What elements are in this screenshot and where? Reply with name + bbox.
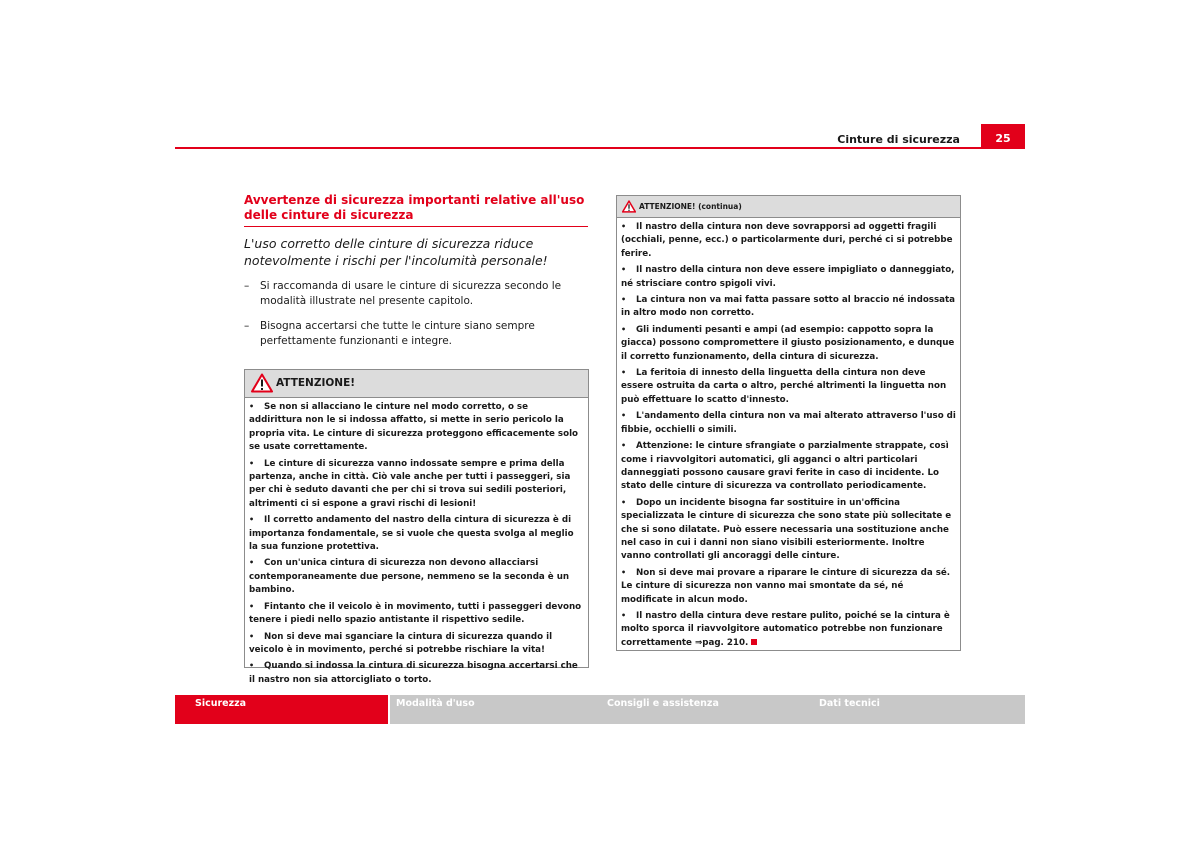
warning-item xyxy=(621,220,956,261)
warning-box-continued xyxy=(616,195,961,651)
bullet: • xyxy=(621,441,627,451)
bullet: • xyxy=(249,402,255,411)
warning-item-text: Il nastro della cintura non deve sovrapporsi ad oggetti fragili (occhiali, penne, ecc.) o particolarmente duri, perché ci si potrebbe ferire. xyxy=(621,222,953,259)
warning-item-text: La cintura non va mai fatta passare sotto al braccio né indossata in altro modo non corretto. xyxy=(621,295,956,319)
dash-item-text: Bisogna accertarsi che tutte le cinture siano sempre perfettamente funzionanti e integre. xyxy=(260,320,535,347)
bullet: • xyxy=(249,661,255,671)
dash-item-text: Si raccomanda di usare le cinture di sicurezza secondo le modalità illustrate nel presente capitolo. xyxy=(260,280,562,307)
warning-item-text: Non si deve mai sganciare la cintura di sicurezza quando il veicolo è in movimento, perché si potrebbe rischiare la vita! xyxy=(249,631,553,655)
warning-item-text: Se non si allacciano le cinture nel modo corretto, o se addirittura non le si indossa affatto, si mette in serio pericolo la propria vita. Le cinture di sicurezza proteggono efficacemente solo se usate correttamente. xyxy=(249,402,579,453)
warning-title: ATTENZIONE! xyxy=(276,377,356,389)
warning-item-text: Fintanto che il veicolo è in movimento, tutti i passeggeri devono tenere i piedi nello spazio antistante il rispettivo sedile. xyxy=(249,601,582,626)
warning-item-text: Con un'unica cintura di sicurezza non devono allacciarsi contemporaneamente due persone, nemmeno se la seconda è un bambino. xyxy=(249,558,570,596)
footer-tab-dati-tecnici[interactable]: Dati tecnici xyxy=(813,695,1025,724)
warning-item-text: Le cinture di sicurezza vanno indossate sempre e prima della partenza, anche in città. Ciò vale anche per tutti i passeggeri, sia per chi è seduto davanti che per chi si trova sui sedili posteriori, altrimenti ci si espone a gravi rischi di lesioni! xyxy=(249,458,571,509)
warning-item-text: Quando si indossa la cintura di sicurezza bisogna accertarsi che il nastro non sia attorcigliato o torto. xyxy=(249,661,578,685)
bullet: • xyxy=(249,515,255,525)
warning-item xyxy=(621,566,956,607)
warning-item-text: Non si deve mai provare a riparare le cinture di sicurezza da sé. Le cinture di sicurezza non vanno mai smontate da sé, né modificate in alcun modo. xyxy=(621,567,951,605)
warning-item xyxy=(621,439,956,494)
bullet: • xyxy=(249,601,255,611)
warning-item-text: L'andamento della cintura non va mai alterato attraverso l'uso di fibbie, occhielli o simili. xyxy=(621,411,956,435)
end-of-section-marker xyxy=(751,639,757,645)
bullet: • xyxy=(249,631,255,641)
warning-box xyxy=(244,369,589,685)
warning-item xyxy=(249,400,584,455)
footer-tab-modalita-uso[interactable]: Modalità d'uso xyxy=(390,695,602,724)
dash-item xyxy=(244,279,590,309)
warning-item-text: Gli indumenti pesanti e ampi (ad esempio: cappotto sopra la giacca) possono compromettere il giusto posizionamento, e dunque il corretto funzionamento, della cintura di sicurezza. xyxy=(621,324,955,362)
warning-list xyxy=(245,398,588,687)
warning-item xyxy=(249,630,584,658)
warning-item xyxy=(621,366,956,407)
section-title: Avvertenze di sicurezza importanti relative all'uso delle cinture di sicurezza xyxy=(244,193,585,222)
dash-marker: – xyxy=(244,280,250,292)
warning-item xyxy=(621,609,956,650)
warning-item-text: Attenzione: le cinture sfrangiate o parzialmente strappate, così come i riavvolgitori automatici, gli agganci o altri particolari danneggiati possono causare gravi ferite in caso di incidente. Lo stato delle cinture di sicurezza va controllato periodicamente. xyxy=(621,441,949,492)
warning-item xyxy=(621,409,956,437)
warning-item xyxy=(249,457,584,512)
bullet: • xyxy=(621,567,627,577)
header-rule xyxy=(175,147,1025,149)
bullet: • xyxy=(621,411,627,421)
warning-item xyxy=(621,293,956,321)
warning-item xyxy=(249,659,584,687)
dash-item xyxy=(244,319,590,349)
warning-item-text: Il nastro della cintura deve restare pulito, poiché se la cintura è molto sporca il riavvolgitore automatico potrebbe non funzionare correttamente xyxy=(621,610,950,648)
bullet: • xyxy=(621,497,627,507)
warning-box-header xyxy=(245,370,588,398)
bullet: • xyxy=(621,610,627,620)
footer-tab-sicurezza[interactable]: Sicurezza xyxy=(175,695,388,724)
warning-item xyxy=(249,600,584,628)
dash-marker: – xyxy=(244,320,250,332)
bullet: • xyxy=(621,222,627,231)
cross-reference-link[interactable]: pag. 210. xyxy=(702,637,749,648)
warning-item-text: Dopo un incidente bisogna far sostituire in un'officina specializzata le cinture di sicurezza che sono state più sollecitate e che si sono dilatate. Può essere necessaria una sostituzione anche nel caso in cui i danni non siano visibili esteriormente. Inoltre vanno controllati gli ancoraggi delle cinture. xyxy=(621,497,952,562)
warning-triangle-icon xyxy=(251,373,273,393)
page-number: 25 xyxy=(981,124,1025,149)
bullet: • xyxy=(621,265,627,275)
warning-title: ATTENZIONE! (continua) xyxy=(639,202,742,211)
bullet: • xyxy=(621,295,627,305)
bullet: • xyxy=(621,324,627,334)
intro-text: L'uso corretto delle cinture di sicurezza riduce notevolmente i rischi per l'incolumità personale! xyxy=(244,236,548,268)
cross-reference-arrow: ⇒ xyxy=(694,637,703,648)
bullet: • xyxy=(249,558,255,568)
warning-item-text: Il nastro della cintura non deve essere impigliato o danneggiato, né strisciare contro spigoli vivi. xyxy=(621,265,955,289)
warning-item-text: La feritoia di innesto della linguetta della cintura non deve essere ostruita da carta o altro, perché altrimenti la linguetta non può effettuare lo scatto d'innesto. xyxy=(621,368,947,405)
section-title-rule xyxy=(244,226,588,227)
warning-box-header xyxy=(617,196,960,218)
bullet: • xyxy=(621,368,627,378)
warning-item xyxy=(621,496,956,564)
warning-item-text: Il corretto andamento del nastro della cintura di sicurezza è di importanza fondamentale, se si vuole che questa svolga al meglio la sua funzione protettiva. xyxy=(249,515,574,553)
warning-item xyxy=(621,323,956,364)
warning-triangle-icon xyxy=(622,200,636,213)
bullet: • xyxy=(249,458,255,468)
warning-item xyxy=(621,263,956,291)
warning-list xyxy=(617,218,960,650)
warning-item xyxy=(249,556,584,597)
warning-item xyxy=(249,513,584,554)
footer-tab-consigli-assistenza[interactable]: Consigli e assistenza xyxy=(601,695,813,724)
chapter-title: Cinture di sicurezza xyxy=(837,133,960,146)
